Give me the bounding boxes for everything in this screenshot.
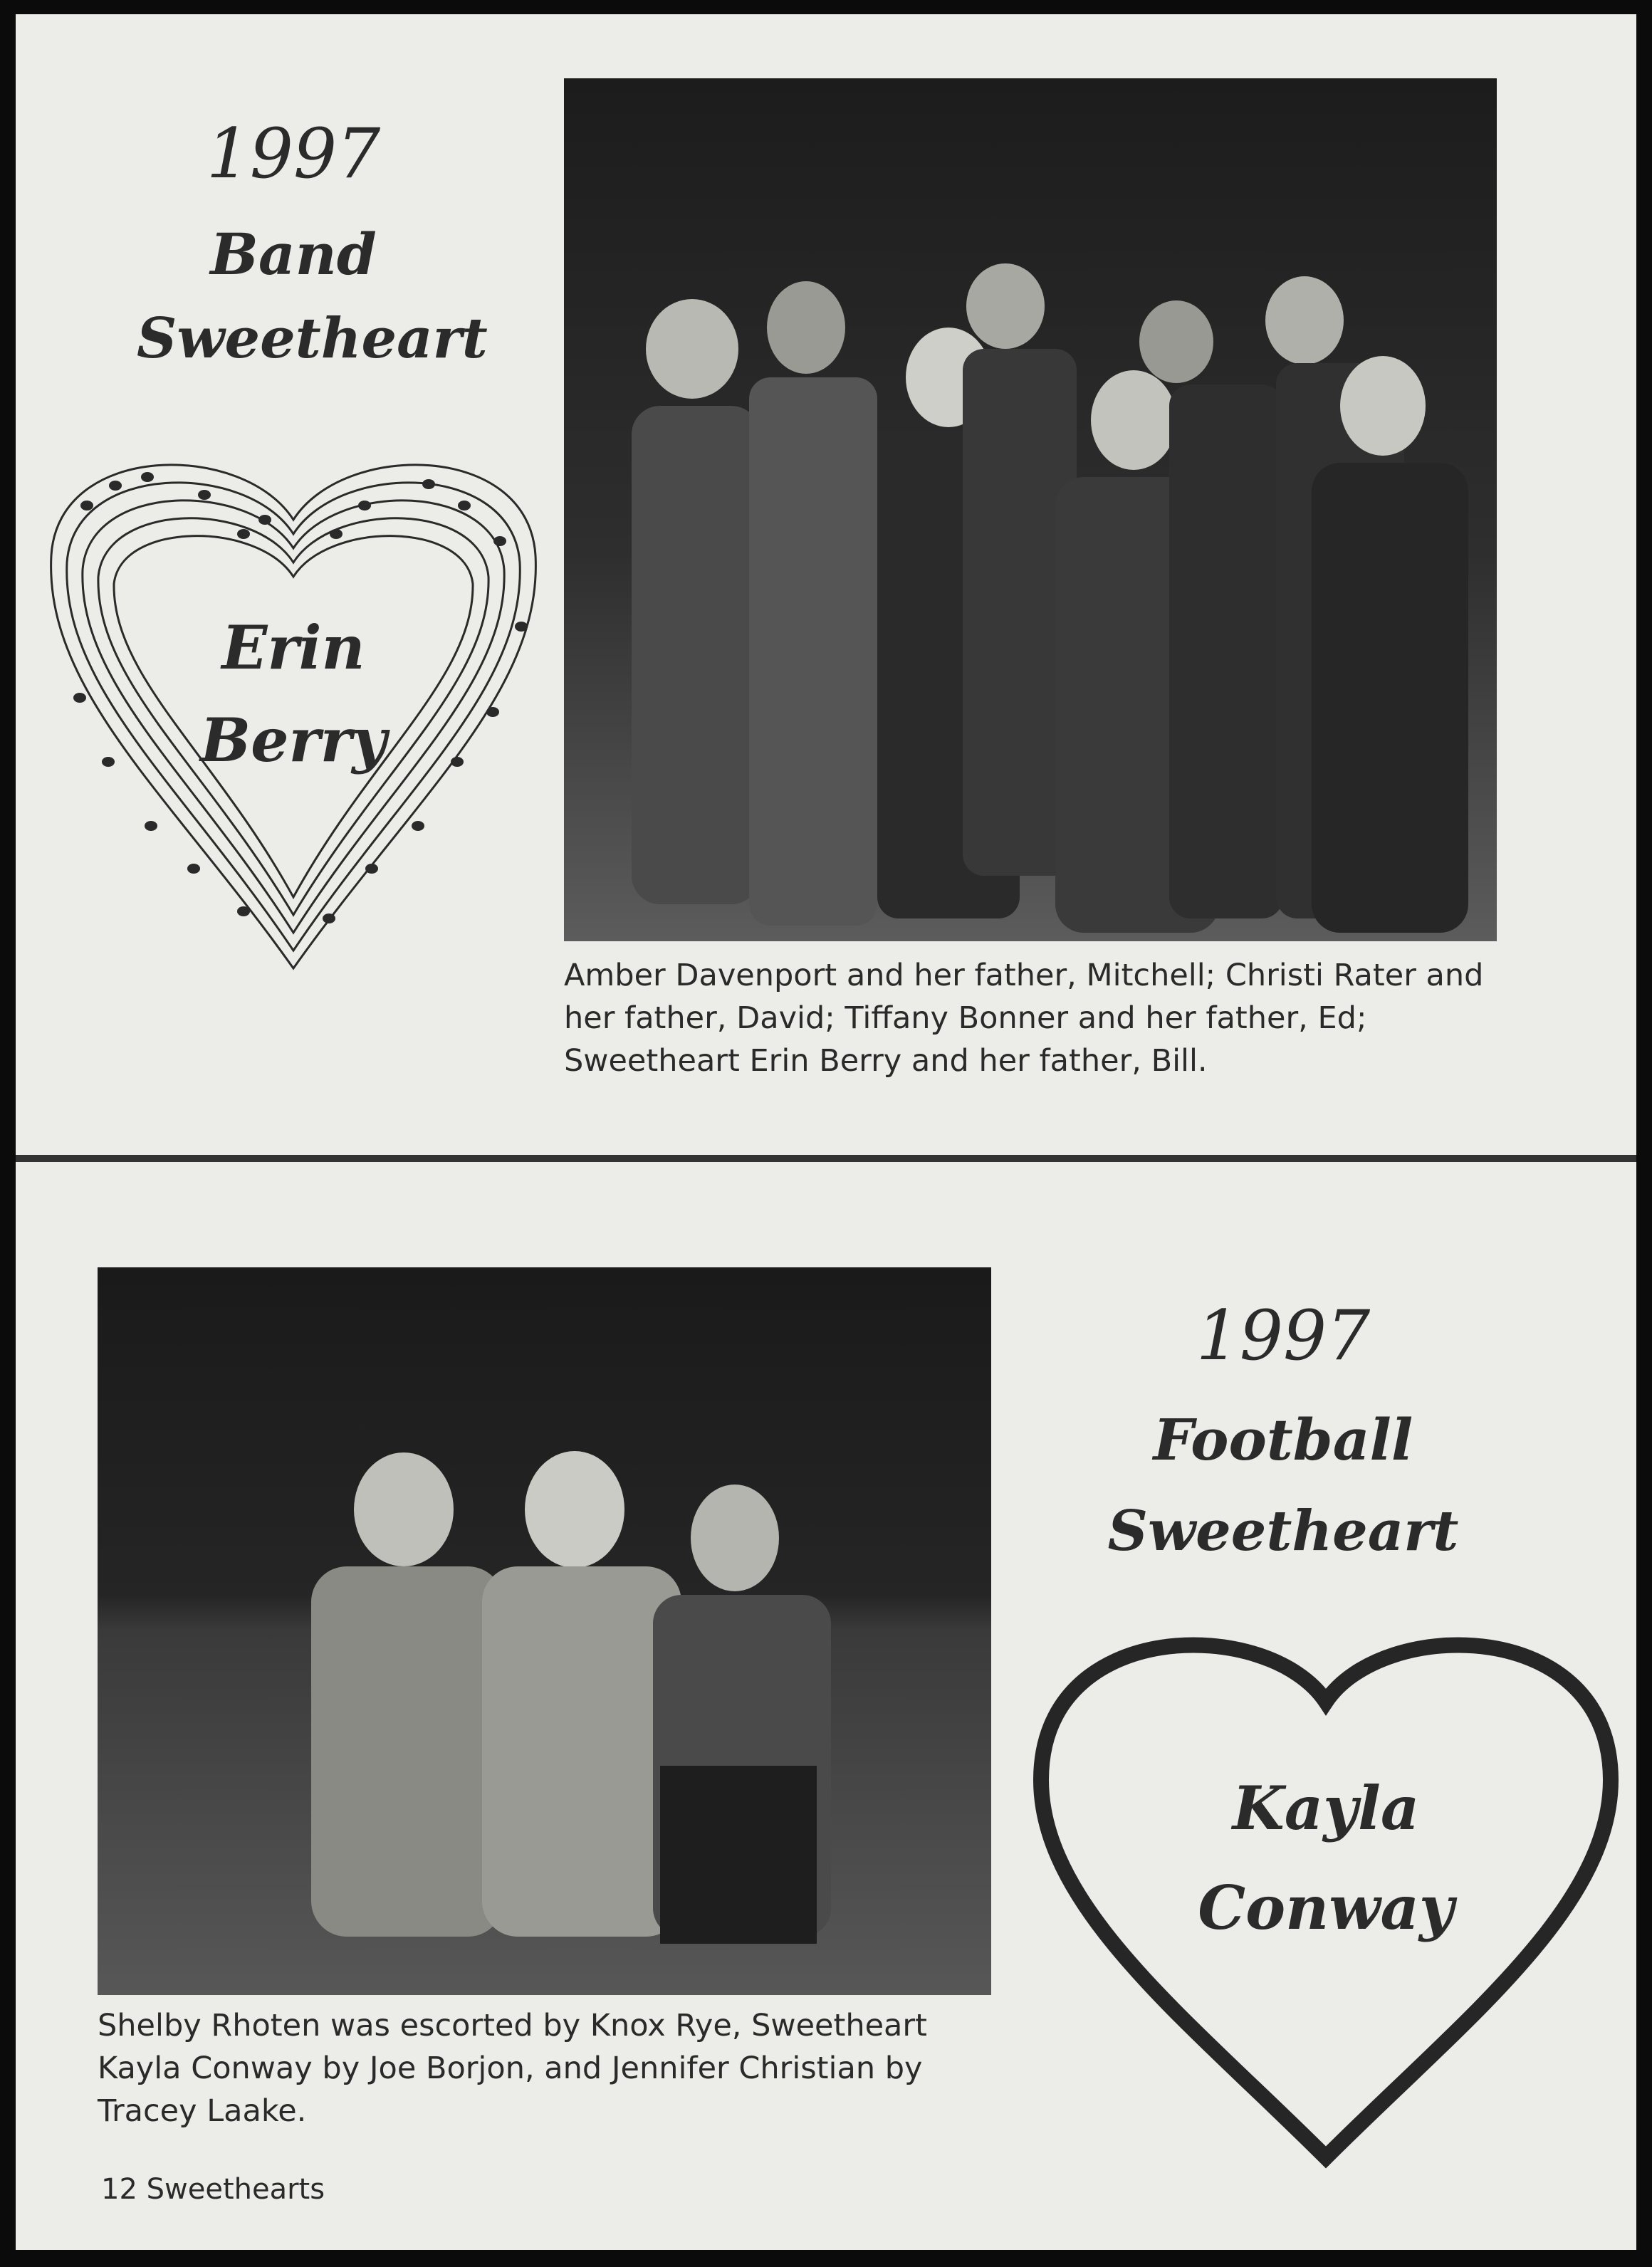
band-heart-name-line1: Erin <box>221 612 365 683</box>
section-divider <box>16 1155 1636 1162</box>
football-heart-name-line1: Kayla <box>1232 1773 1420 1843</box>
band-caption: Amber Davenport and her father, Mitchell; Christi Rater and her father, David; Tiffany Bonner and her father, Ed; Sweetheart Erin Berry and her father, Bill. <box>564 958 1484 1079</box>
football-title-line2: Sweetheart <box>1107 1499 1459 1564</box>
football-year: 1997 <box>1196 1296 1371 1376</box>
band-title-line1: Band <box>210 221 377 288</box>
football-caption: Shelby Rhoten was escorted by Knox Rye, Sweetheart Kayla Conway by Joe Borjon, and Jennifer Christian by Tracey Laake. <box>98 2008 927 2129</box>
yearbook-page <box>16 14 1636 2250</box>
band-year: 1997 <box>206 114 381 194</box>
band-sweetheart-photo <box>564 78 1497 941</box>
football-sweetheart-photo <box>98 1267 991 1995</box>
band-title-line2: Sweetheart <box>137 306 488 371</box>
band-heart-name-line2: Berry <box>200 705 387 775</box>
page-folio: 12 Sweethearts <box>101 2173 325 2206</box>
football-heart-name-line2: Conway <box>1198 1873 1454 1943</box>
football-title-line1: Football <box>1153 1406 1413 1473</box>
